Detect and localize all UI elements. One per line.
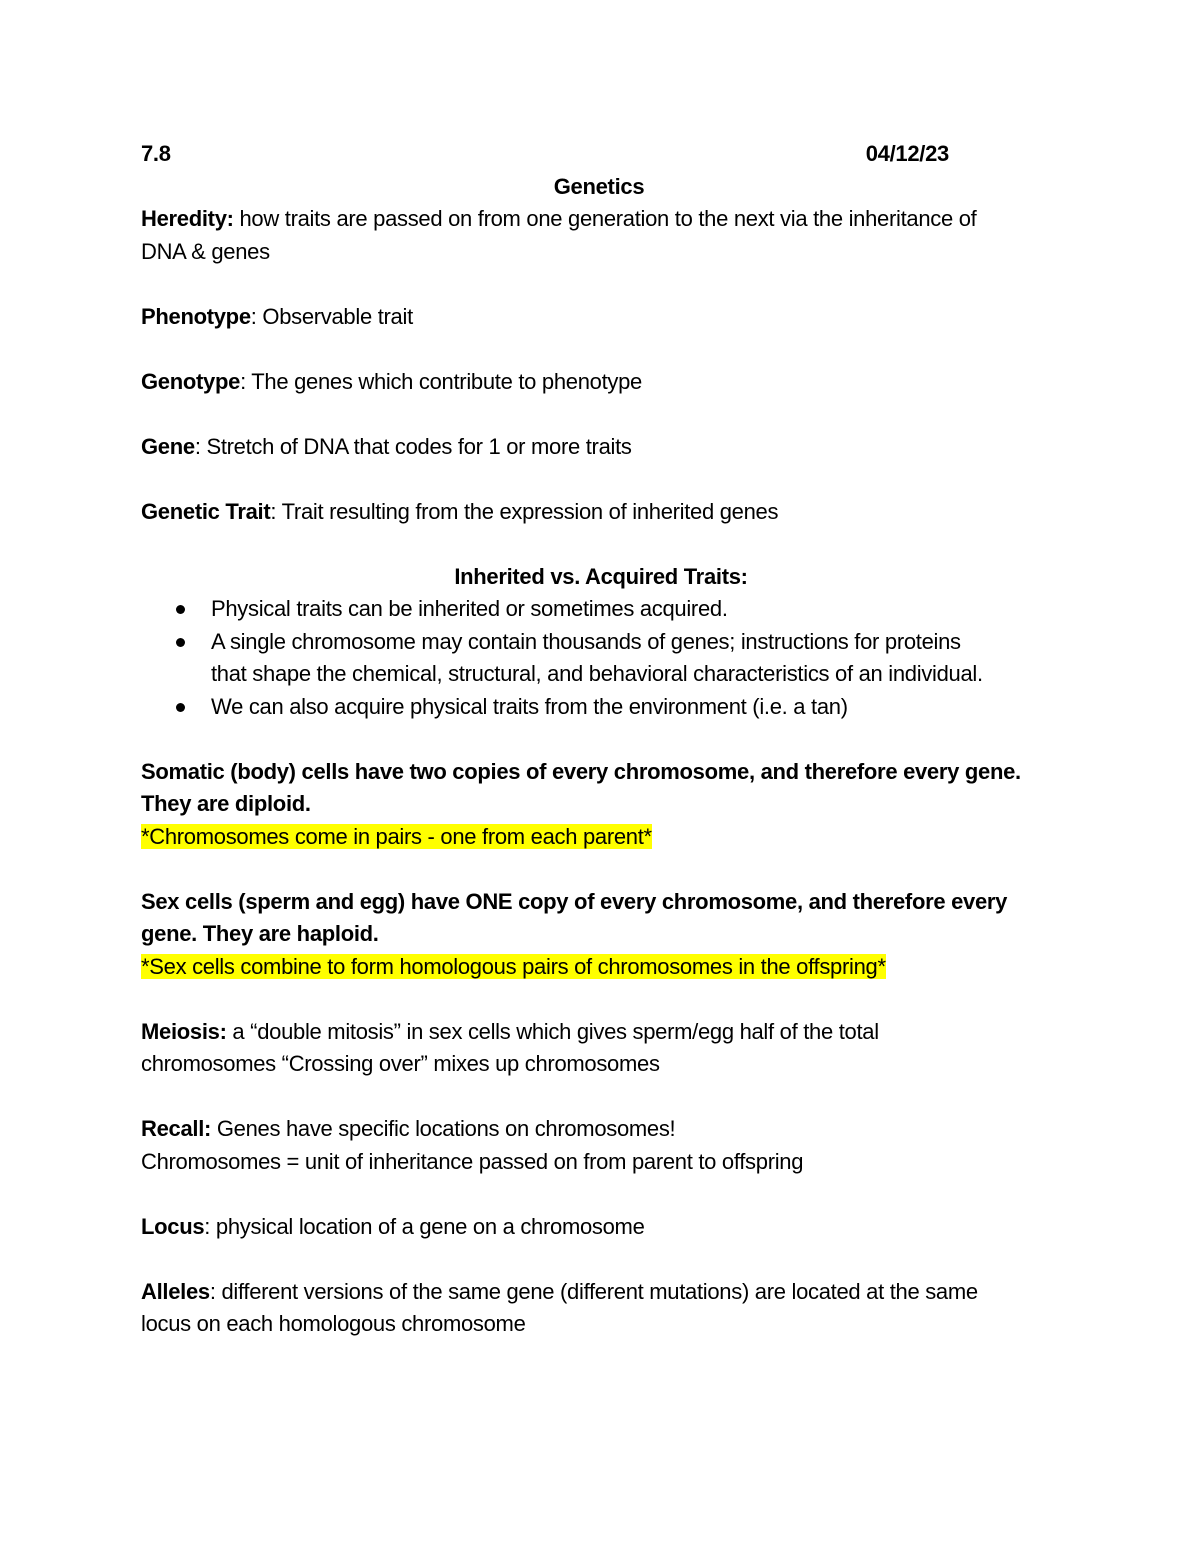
genetic-trait-definition: [141, 496, 1061, 529]
locus-definition: [141, 1211, 1061, 1244]
sex-cells-note: [141, 951, 1061, 984]
spacer: [141, 463, 1061, 496]
inherited-bullet-list: [141, 593, 1061, 723]
spacer: [141, 1178, 1061, 1211]
recall-text-line2: Chromosomes = unit of inheritance passed on from parent to offspring: [141, 1148, 804, 1174]
date: 04/12/23: [865, 141, 949, 166]
bullet-icon: [176, 605, 185, 614]
highlighted-note: *Chromosomes come in pairs - one from each parent*: [141, 823, 652, 849]
document-page: [141, 138, 1061, 1341]
recall-definition: [141, 1113, 1061, 1146]
recall-text-line1: Genes have specific locations on chromosomes!: [211, 1116, 676, 1141]
spacer: [141, 1081, 1061, 1114]
list-item: [141, 593, 1061, 626]
inherited-heading: Inherited vs. Acquired Traits:: [454, 563, 748, 589]
bullet-text: A single chromosome may contain thousands of genes; instructions for proteins: [211, 628, 961, 654]
spacer: [141, 398, 1061, 431]
alleles-definition: [141, 1276, 1061, 1309]
sex-cells-text: Sex cells (sperm and egg) have ONE copy of every chromosome, and therefore every: [141, 888, 1008, 914]
genetic-trait-text: : Trait resulting from the expression of inherited genes: [270, 498, 779, 524]
alleles-text-line1: : different versions of the same gene (different mutations) are located at the same: [209, 1278, 978, 1304]
genotype-definition: [141, 366, 1061, 399]
phenotype-text: : Observable trait: [250, 303, 413, 329]
gene-definition: [141, 431, 1061, 464]
meiosis-text-line1: a “double mitosis” in sex cells which gives sperm/egg half of the total: [226, 1018, 879, 1044]
phenotype-term: Phenotype: [141, 303, 251, 329]
sex-cells-line1: [141, 886, 1061, 919]
somatic-line1: [141, 756, 1061, 789]
spacer: [141, 723, 1061, 756]
somatic-text: Somatic (body) cells have two copies of every chromosome, and therefore every gene.: [141, 758, 1021, 784]
header-row: [141, 138, 949, 171]
locus-term: Locus: [141, 1213, 205, 1239]
spacer: [141, 528, 1061, 561]
list-item: [141, 626, 1061, 691]
list-item: [141, 691, 1061, 724]
gene-term: Gene: [141, 433, 195, 459]
genotype-text: : The genes which contribute to phenotype: [240, 368, 642, 394]
bullet-text: Physical traits can be inherited or sometimes acquired.: [211, 596, 728, 621]
spacer: [141, 333, 1061, 366]
spacer: [141, 268, 1061, 301]
meiosis-definition: [141, 1016, 1061, 1049]
recall-term: Recall:: [141, 1116, 212, 1141]
sex-cells-line2: [141, 918, 1061, 951]
heredity-text-line2: DNA & genes: [141, 238, 270, 264]
section-number: 7.8: [141, 141, 171, 166]
meiosis-term: Meiosis:: [141, 1018, 227, 1044]
page-title: Genetics: [553, 173, 645, 199]
heredity-text-line1: how traits are passed on from one generation to the next via the inheritance of: [233, 206, 977, 231]
bullet-icon: [176, 638, 185, 647]
gene-text: : Stretch of DNA that codes for 1 or more traits: [194, 433, 632, 459]
sex-cells-text-continued: gene. They are haploid.: [141, 921, 379, 946]
bullet-text: We can also acquire physical traits from the environment (i.e. a tan): [211, 693, 848, 719]
genotype-term: Genotype: [141, 368, 241, 394]
somatic-line2: [141, 788, 1061, 821]
somatic-note: [141, 821, 1061, 854]
heredity-definition: [141, 203, 1061, 236]
meiosis-text-line2: chromosomes “Crossing over” mixes up chromosomes: [141, 1051, 660, 1076]
genetic-trait-term: Genetic Trait: [141, 498, 271, 524]
spacer: [141, 983, 1061, 1016]
highlighted-note: *Sex cells combine to form homologous pairs of chromosomes in the offspring*: [141, 953, 886, 979]
bullet-text-continued: that shape the chemical, structural, and behavioral characteristics of an individual.: [211, 661, 983, 686]
spacer: [141, 853, 1061, 886]
alleles-term: Alleles: [141, 1278, 210, 1304]
somatic-text-continued: They are diploid.: [141, 791, 311, 816]
bullet-icon: [176, 703, 185, 712]
locus-text: : physical location of a gene on a chromosome: [204, 1213, 645, 1239]
spacer: [141, 1243, 1061, 1276]
heredity-term: Heredity:: [141, 206, 234, 231]
alleles-text-line2: locus on each homologous chromosome: [141, 1311, 526, 1336]
phenotype-definition: [141, 301, 1061, 334]
